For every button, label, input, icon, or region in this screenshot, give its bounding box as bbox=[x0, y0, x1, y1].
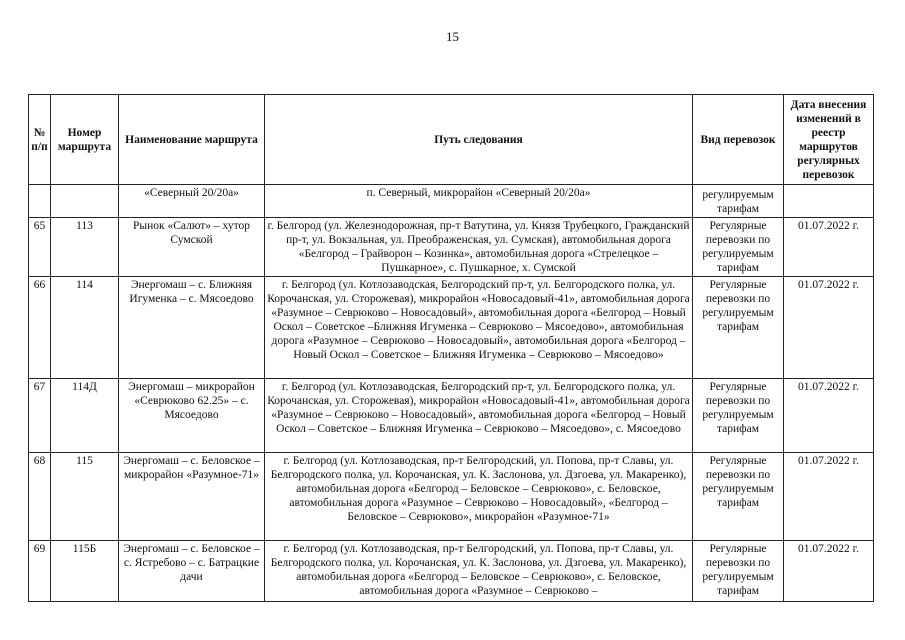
cell-route-number: 113 bbox=[51, 218, 119, 277]
cell-date: 01.07.2022 г. bbox=[784, 379, 874, 453]
cell-num: 67 bbox=[29, 379, 51, 453]
cell-route-name: «Северный 20/20а» bbox=[119, 185, 265, 218]
transport-type-text: регулируемым тарифам bbox=[702, 189, 774, 215]
cell-num: 69 bbox=[29, 541, 51, 602]
cell-num: 68 bbox=[29, 453, 51, 541]
table-row bbox=[29, 453, 874, 541]
cell-date: 01.07.2022 г. bbox=[784, 277, 874, 379]
header-date: Дата внесения изменений в реестр маршрутов регулярных перевозок bbox=[784, 95, 874, 185]
header-route-name: Наименование маршрута bbox=[119, 95, 265, 185]
cell-date: 01.07.2022 г. bbox=[784, 541, 874, 602]
cell-num: 66 bbox=[29, 277, 51, 379]
table-header-row bbox=[29, 95, 874, 185]
cell-num: 65 bbox=[29, 218, 51, 277]
header-route-number: Номер маршрута bbox=[51, 95, 119, 185]
table-row bbox=[29, 218, 874, 277]
cell-route-number bbox=[51, 185, 119, 218]
cell-route-name: Энергомаш – с. Беловское – микрорайон «Разумное-71» bbox=[119, 453, 265, 541]
cell-transport-type: Регулярные перевозки по регулируемым тарифам bbox=[693, 453, 784, 541]
cell-path: г. Белгород (ул. Котлозаводская, пр-т Белгородский, ул. Попова, пр-т Славы, ул. Белгородского полка, ул. Корочанская, ул. К. Заслонова, ул. Дзгоева, ул. Макаренко), автомобильная дорога «Белгород – Беловское – Севрюково», с. Беловское, автомобильная дорога «Разумное – Севрюково – Новосадовый», «Белгород – Беловское – Севрюково», микрорайон «Разумное-71» bbox=[265, 453, 693, 541]
cell-date: 01.07.2022 г. bbox=[784, 453, 874, 541]
routes-table bbox=[28, 94, 874, 602]
cell-num bbox=[29, 185, 51, 218]
cell-date: 01.07.2022 г. bbox=[784, 218, 874, 277]
table-row bbox=[29, 185, 874, 218]
cell-transport-type: Регулярные перевозки по регулируемым тарифам bbox=[693, 379, 784, 453]
cell-route-number: 114Д bbox=[51, 379, 119, 453]
table-row bbox=[29, 379, 874, 453]
cell-path: г. Белгород (ул. Котлозаводская, Белгородский пр-т, ул. Белгородского полка, ул. Корочанская, ул. Сторожевая), микрорайон «Новосадовый-41», автомобильная дорога «Разумное – Севрюково – Новосадовый», автомобильная дорога «Белгород – Новый Оскол – Советское –Ближняя Игуменка – Севрюково – Мясоедово», автомобильная дорога «Разумное – Севрюково – Новосадовый», автомобильная дорога «Белгород – Новый Оскол – Советское – Ближняя Игуменка – Севрюково – Мясоедово» bbox=[265, 277, 693, 379]
cell-path: г. Белгород (ул. Железнодорожная, пр-т Ватутина, ул. Князя Трубецкого, Гражданский пр-т, ул. Вокзальная, ул. Преображенская, ул. Сумская), автомобильная дорога «Белгород – Грайворон – Козинка», автомобильная дорога «Стрелецкое – Пушкарное», с. Пушкарное, х. Сумской bbox=[265, 218, 693, 277]
cell-route-name: Энергомаш – микрорайон «Севрюково 62.25» – с. Мясоедово bbox=[119, 379, 265, 453]
cell-route-name: Рынок «Салют» – хутор Сумской bbox=[119, 218, 265, 277]
header-transport-type: Вид перевозок bbox=[693, 95, 784, 185]
header-num: № п/п bbox=[29, 95, 51, 185]
table-row bbox=[29, 277, 874, 379]
table-row bbox=[29, 541, 874, 602]
cell-transport-type bbox=[693, 185, 784, 218]
cell-path: г. Белгород (ул. Котлозаводская, Белгородский пр-т, ул. Белгородского полка, ул. Корочанская, ул. Сторожевая), микрорайон «Новосадовый-41», автомобильная дорога «Разумное – Севрюково – Новосадовый», автомобильная дорога «Белгород – Новый Оскол – Советское – Ближняя Игуменка – Севрюково – Мясоедово», с. Мясоедово bbox=[265, 379, 693, 453]
cell-transport-type: Регулярные перевозки по регулируемым тарифам bbox=[693, 277, 784, 379]
cell-route-name: Энергомаш – с. Беловское – с. Ястребово – с. Батрацкие дачи bbox=[119, 541, 265, 602]
header-path: Путь следования bbox=[265, 95, 693, 185]
cell-date bbox=[784, 185, 874, 218]
cell-transport-type: Регулярные перевозки по регулируемым тарифам bbox=[693, 218, 784, 277]
cell-path: г. Белгород (ул. Котлозаводская, пр-т Белгородский, ул. Попова, пр-т Славы, ул. Белгородского полка, ул. Корочанская, ул. К. Заслонова, ул. Дзгоева, ул. Макаренко), автомобильная дорога «Белгород – Беловское – Севрюково», с. Беловское, автомобильная дорога «Разумное – Севрюково – bbox=[265, 541, 693, 602]
cell-route-name: Энергомаш – с. Ближняя Игуменка – с. Мясоедово bbox=[119, 277, 265, 379]
cell-route-number: 114 bbox=[51, 277, 119, 379]
cell-route-number: 115 bbox=[51, 453, 119, 541]
cell-transport-type: Регулярные перевозки по регулируемым тарифам bbox=[693, 541, 784, 602]
cell-route-number: 115Б bbox=[51, 541, 119, 602]
page-number: 15 bbox=[446, 29, 459, 44]
cell-path: п. Северный, микрорайон «Северный 20/20а» bbox=[265, 185, 693, 218]
